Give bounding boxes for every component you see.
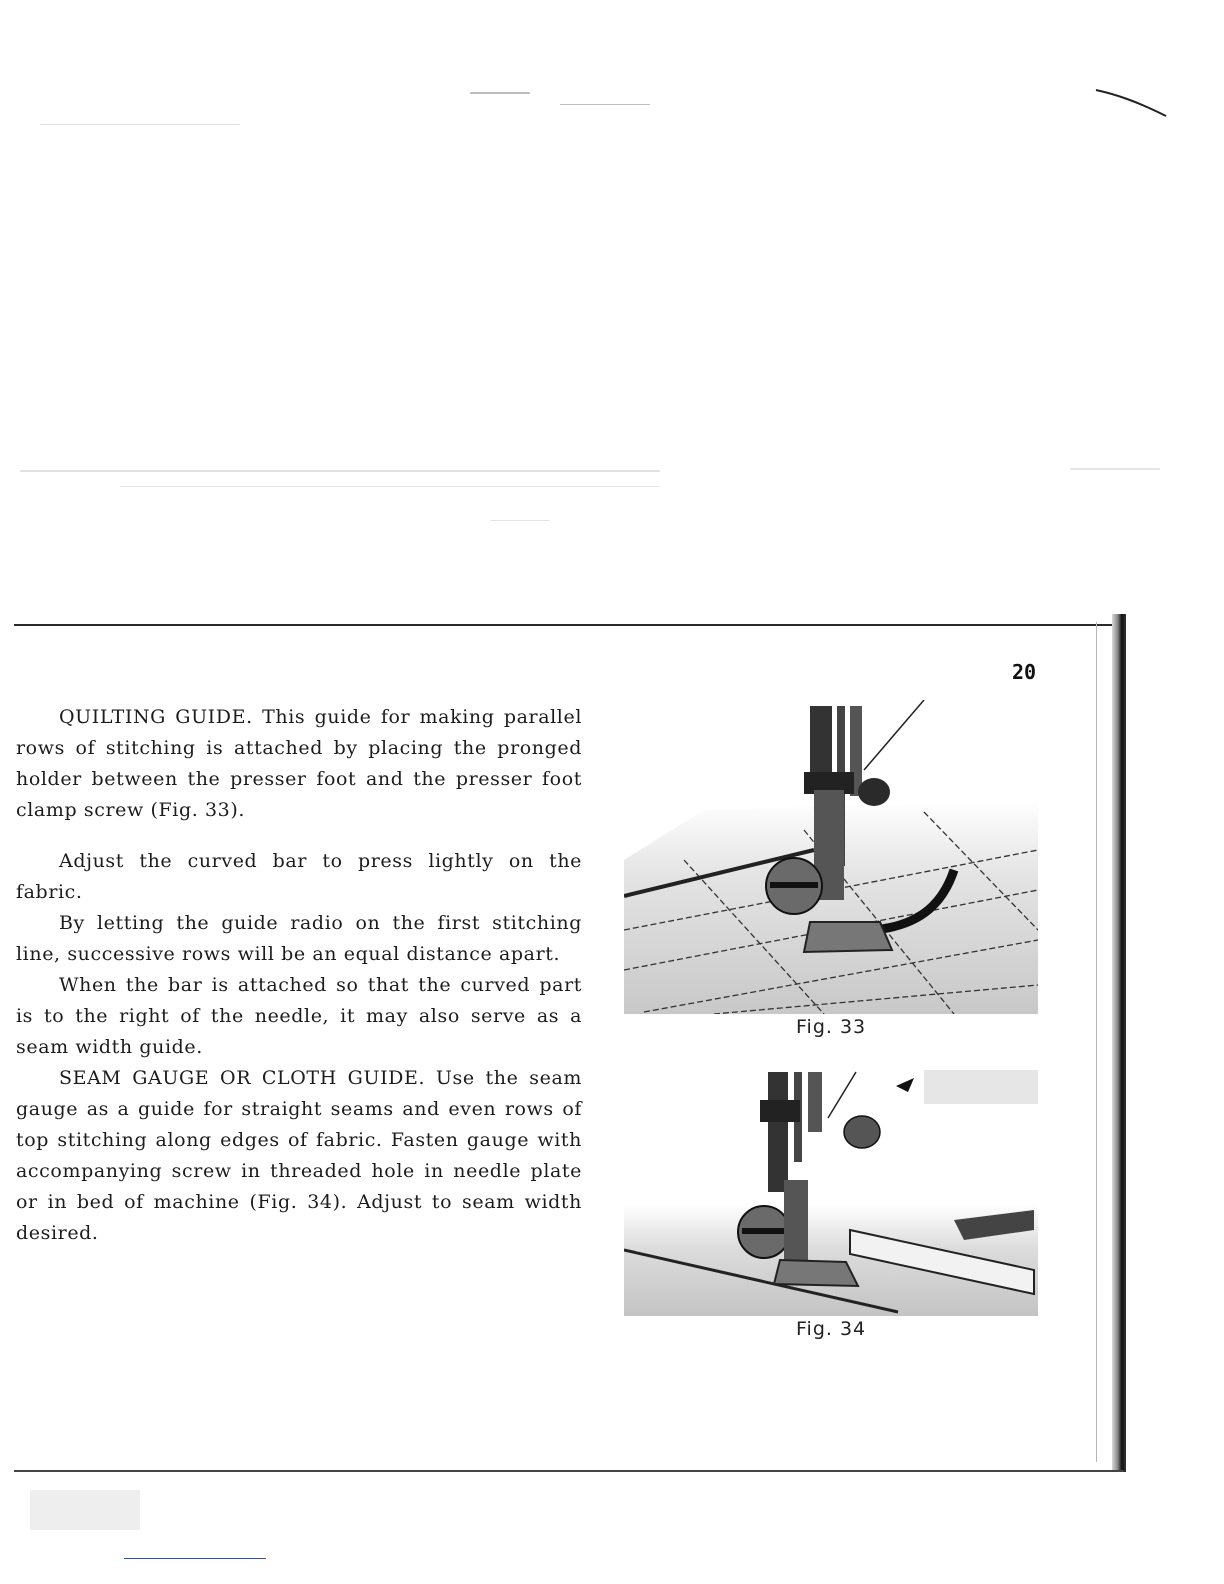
- quilting-guide-body: This guide for making parallel rows of stitching is attached by placing the pronged holder between the presser foot and the presser foot clamp screw (Fig. 33).: [16, 706, 582, 821]
- instruction-text: [16, 702, 582, 1249]
- scan-speck: [470, 92, 530, 94]
- paragraph-guide-radio: By letting the guide radio on the first stitching line, successive rows will be an equal distance apart.: [16, 912, 582, 965]
- scan-speck: [1070, 468, 1160, 470]
- figure-33-caption: Fig. 33: [796, 1016, 867, 1038]
- seam-gauge-body: Use the seam gauge as a guide for straight seams and even rows of top stitching along edges of fabric. Fasten gauge with accompanying screw in threaded hole in needle plate or in bed of machine (Fig. 34). Adjust to seam width desired.: [16, 1067, 582, 1244]
- heading-quilting-guide: QUILTING GUIDE.: [59, 706, 253, 728]
- heading-seam-gauge: SEAM GAUGE OR CLOTH GUIDE.: [59, 1067, 426, 1089]
- paragraph-quilting-guide: [16, 702, 582, 826]
- page-edge-line: [1096, 622, 1097, 1462]
- corner-pencil-mark: [1094, 86, 1174, 126]
- figure-33-image: [624, 700, 1038, 1014]
- scan-speck: [560, 104, 650, 105]
- scan-speck: [40, 124, 240, 125]
- paragraph-seam-width: When the bar is attached so that the curved part is to the right of the needle, it may also serve as a seam width guide.: [16, 974, 582, 1058]
- page-number: 20: [1012, 660, 1037, 684]
- scan-speck: [20, 470, 660, 472]
- scan-speck: [30, 1490, 140, 1530]
- figure-34-caption: Fig. 34: [796, 1318, 867, 1340]
- scan-speck: [120, 486, 660, 487]
- page-spine-shadow: [1112, 614, 1126, 1472]
- page-bottom-border: [14, 1470, 1124, 1472]
- paragraph-adjust-bar: Adjust the curved bar to press lightly on the fabric.: [16, 850, 582, 903]
- scan-blue-line: [124, 1558, 266, 1559]
- page-top-border: [14, 624, 1114, 626]
- figure-34-image: [624, 1070, 1038, 1316]
- scan-speck: [490, 520, 550, 521]
- paragraph-seam-gauge: [16, 1063, 582, 1249]
